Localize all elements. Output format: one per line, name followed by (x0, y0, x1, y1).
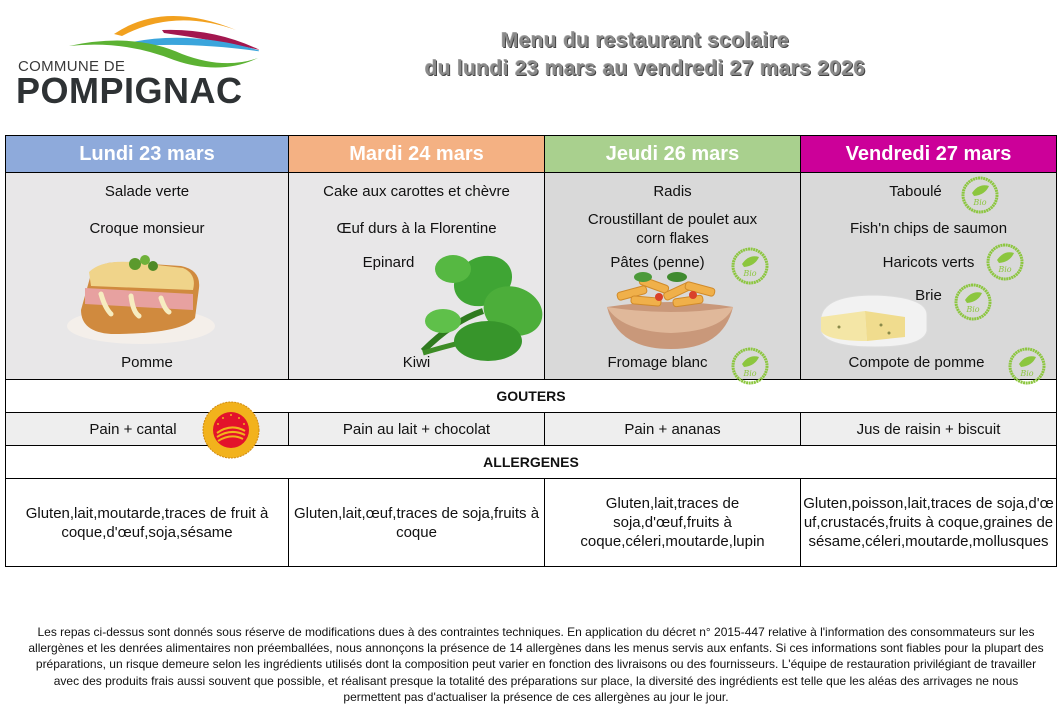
penne-bowl-image (603, 271, 738, 351)
snacks-row (6, 413, 1057, 446)
meals-row (6, 173, 1057, 380)
dish-main: Croustillant de poulet aux corn flakes (587, 211, 758, 247)
dish-main: Fish'n chips de saumon (849, 220, 1008, 237)
page-title (340, 27, 950, 83)
bio-badge-icon (984, 241, 1026, 283)
brie-image (815, 291, 931, 351)
dish-side: Pâtes (penne) (610, 254, 705, 271)
croque-monsieur-image (61, 248, 221, 348)
dish-main: Croque monsieur (89, 220, 205, 237)
dish-side: Haricots verts (882, 254, 975, 271)
day-header-lundi: Lundi 23 mars (6, 136, 289, 173)
meals-jeudi (545, 173, 801, 380)
allergens-row (6, 479, 1057, 567)
aop-label-icon (202, 401, 260, 459)
meals-vendredi (801, 173, 1057, 380)
allergens-vendredi: Gluten,poisson,lait,traces de soja,d'œuf,crustacés,fruits à coque,graines de sésame,céleri,moutarde,mollusques (801, 479, 1057, 567)
allergens-lundi: Gluten,lait,moutarde,traces de fruit à coque,d'œuf,soja,sésame (6, 479, 289, 567)
svg-text:Bio: Bio (743, 269, 757, 278)
title-line-1: Menu du restaurant scolaire (500, 29, 790, 52)
logo-commune-text: COMMUNE DE (18, 58, 126, 75)
svg-text:Bio: Bio (998, 265, 1012, 274)
snack-label: Pain + cantal (89, 420, 177, 438)
dish-main: Œuf durs à la Florentine (336, 220, 497, 237)
svg-text:Bio: Bio (743, 369, 757, 378)
dish-starter: Radis (653, 183, 692, 200)
day-header-row (6, 136, 1057, 173)
bio-badge-icon (952, 281, 994, 323)
svg-text:Bio: Bio (1020, 369, 1034, 378)
commune-logo (14, 6, 259, 111)
day-header-mardi: Mardi 24 mars (289, 136, 545, 173)
allergens-jeudi: Gluten,lait,traces de soja,d'œuf,fruits à coque,céleri,moutarde,lupin (545, 479, 801, 567)
meals-mardi (289, 173, 545, 380)
allergens-section-title: ALLERGENES (6, 446, 1057, 479)
allergens-mardi: Gluten,lait,œuf,traces de soja,fruits à coque (289, 479, 545, 567)
dish-dessert: Kiwi (402, 354, 431, 371)
bio-badge-icon (1006, 345, 1048, 387)
dish-side: Epinard (362, 254, 415, 271)
allergen-disclaimer: Les repas ci-dessus sont donnés sous réserve de modifications dues à des contraintes techniques. En application du décret n° 2015-447 relative à l'information des consommateurs sur les allergènes et les denrées alimentaires non préemballées, nous annonçons la présence de 14 allergènes dans les menus servis aux enfants. Si ces informations sont fiables pour la plupart des préparations, un risque demeure selon les ingrédients utilisés dont la composition peut varier en fonction des livraisons ou des fournisseurs. L'équipe de restauration privilégiant de travailler avec des produits frais aussi souvent que possible, et réalisant presque la totalité des préparations sur place, la diversité des ingrédients est telle que les aléas des arrivages ne nous permettent pas d'actualiser la présence de ces allergènes au jour le jour. (28, 625, 1044, 704)
dish-dessert: Pomme (121, 354, 173, 371)
dish-starter: Cake aux carottes et chèvre (323, 183, 510, 200)
dish-cheese: Brie (915, 287, 942, 304)
snack-lundi (6, 413, 289, 446)
dish-starter: Salade verte (104, 183, 190, 200)
snacks-section-row (6, 380, 1057, 413)
day-header-jeudi: Jeudi 26 mars (545, 136, 801, 173)
day-header-vendredi: Vendredi 27 mars (801, 136, 1057, 173)
snacks-section-title: GOUTERS (6, 380, 1057, 413)
bio-badge-icon (729, 345, 771, 387)
logo-town-name: POMPIGNAC (16, 70, 243, 111)
snack-vendredi: Jus de raisin + biscuit (801, 413, 1057, 446)
dish-dessert: Compote de pomme (848, 354, 985, 371)
allergens-section-row (6, 446, 1057, 479)
snack-mardi: Pain au lait + chocolat (289, 413, 545, 446)
dish-dessert: Fromage blanc (607, 354, 708, 371)
bio-badge-icon (959, 174, 1001, 216)
svg-text:Bio: Bio (966, 305, 980, 314)
dish-starter: Taboulé (889, 183, 942, 200)
svg-text:Bio: Bio (973, 198, 987, 207)
snack-jeudi: Pain + ananas (545, 413, 801, 446)
meals-lundi (6, 173, 289, 380)
menu-table (5, 135, 1057, 567)
title-line-2: du lundi 23 mars au vendredi 27 mars 2026 (424, 57, 866, 80)
